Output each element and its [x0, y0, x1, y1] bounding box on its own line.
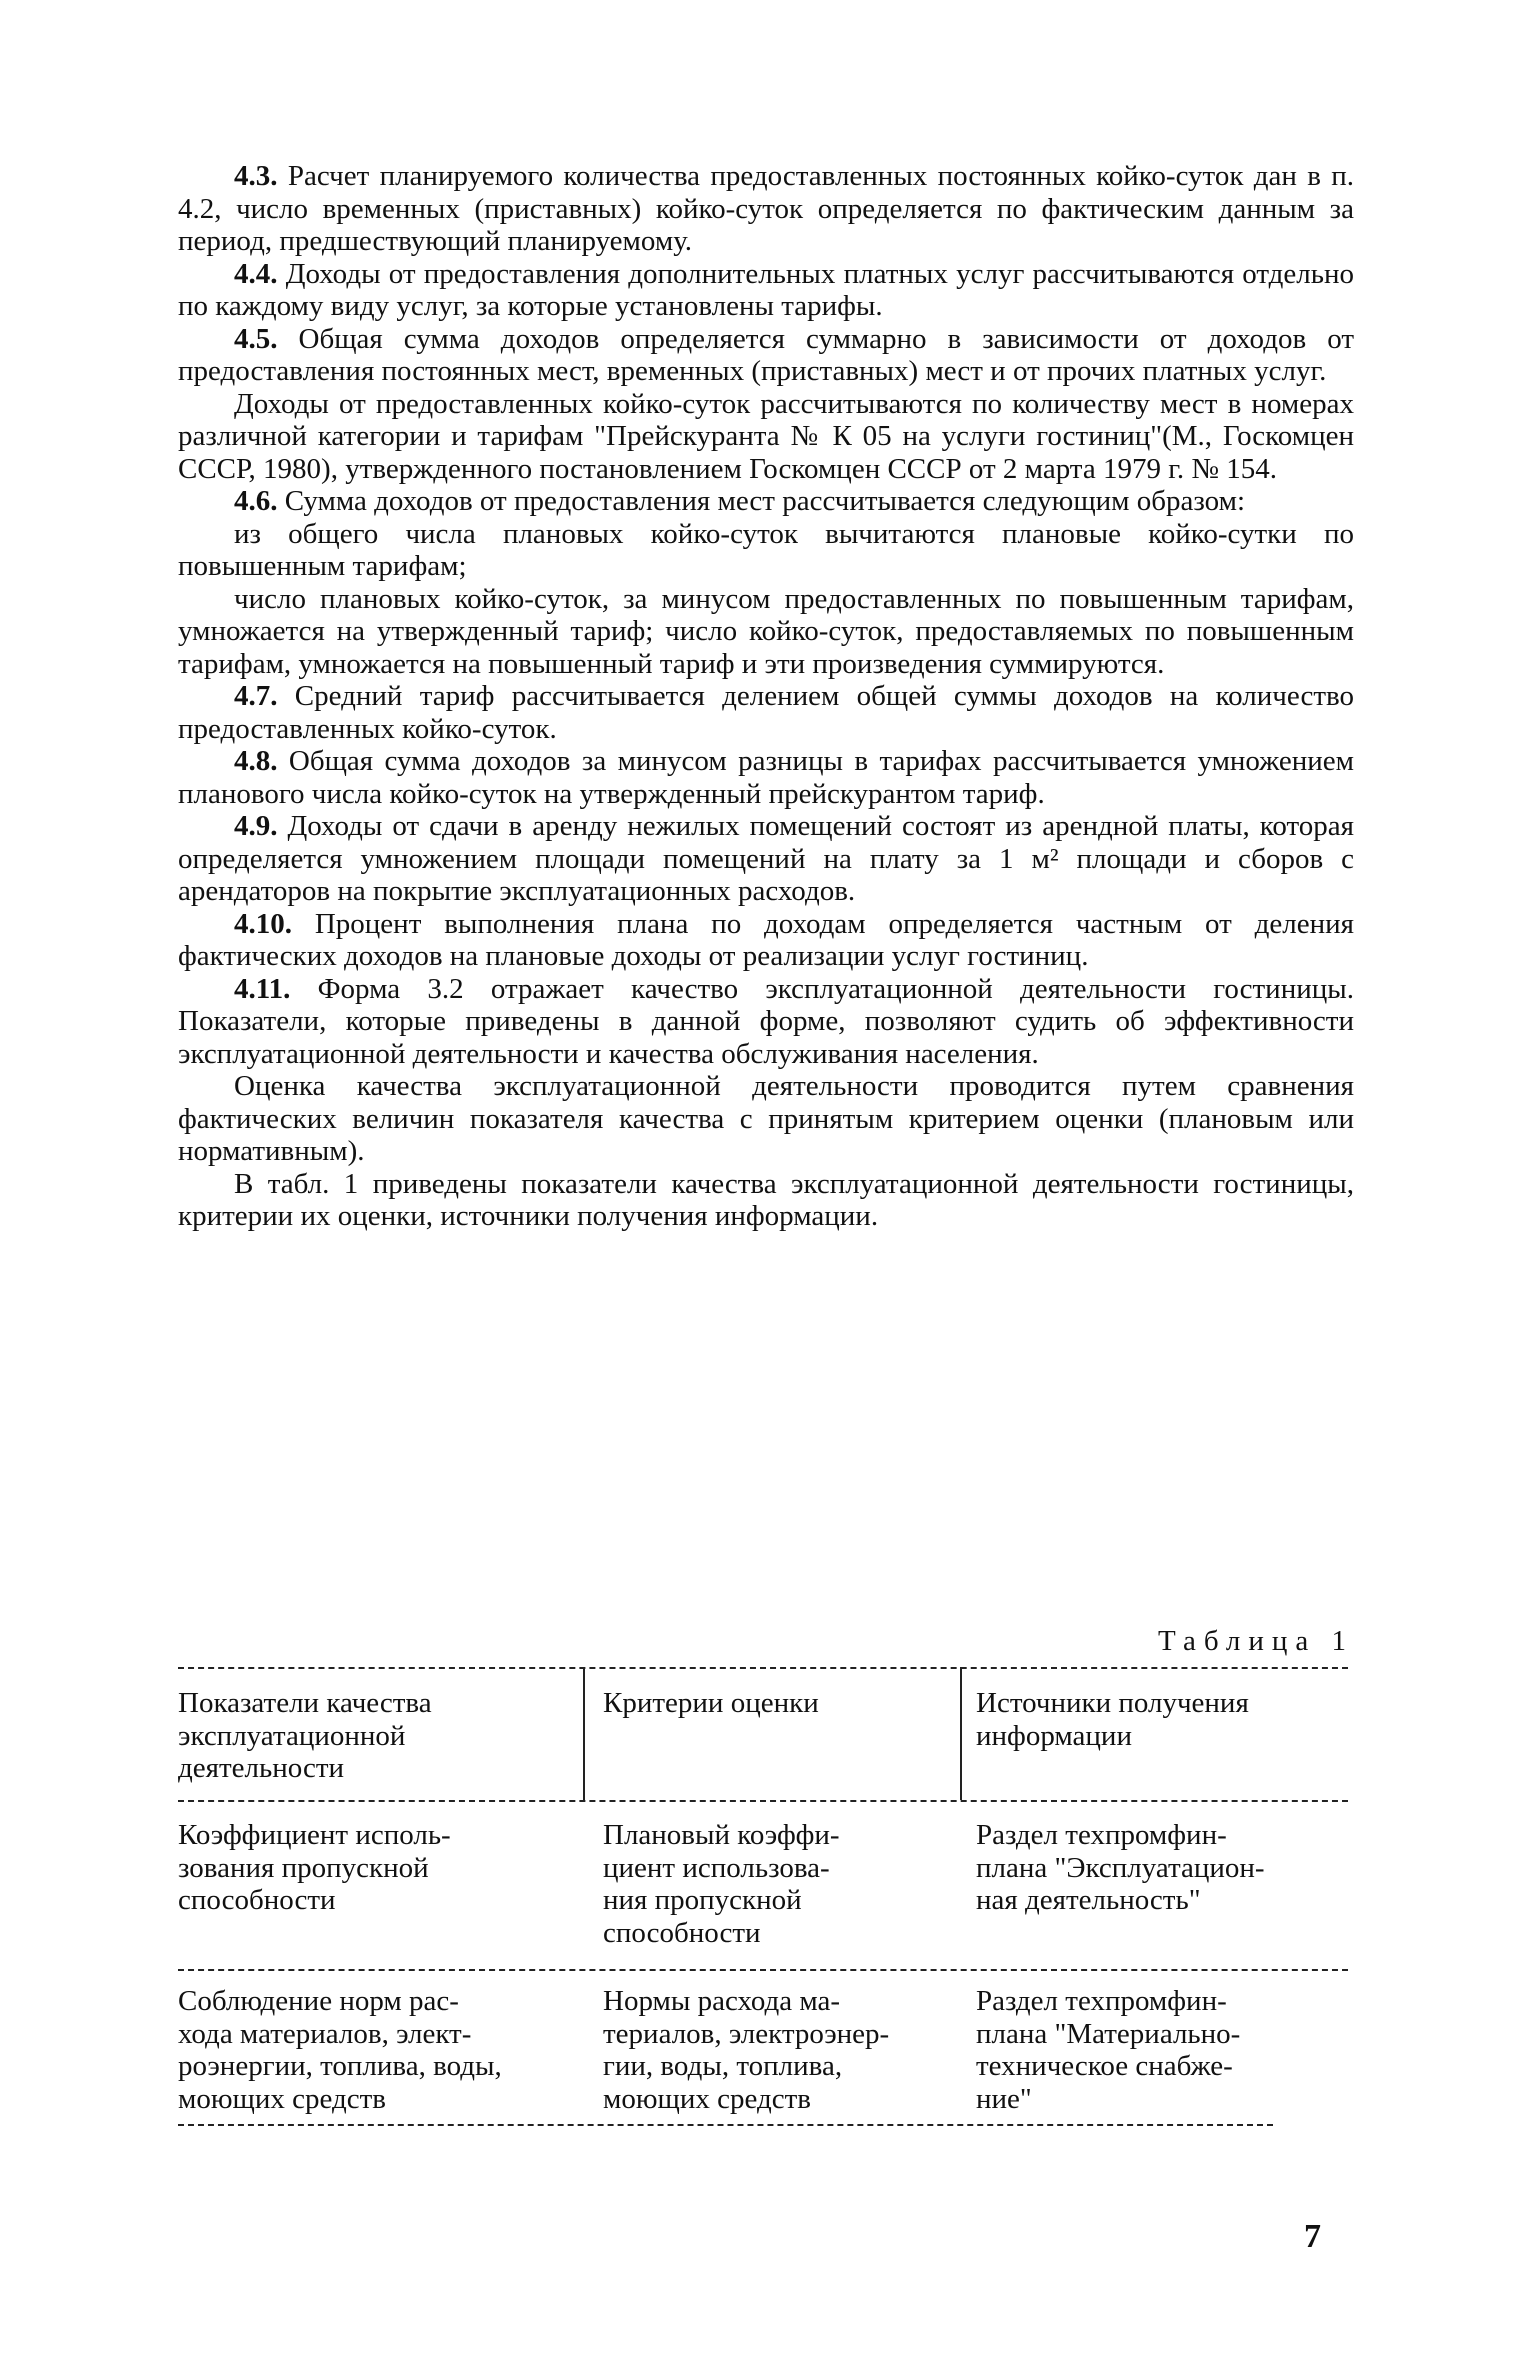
paragraph-multiply	[178, 583, 1354, 681]
paragraph-text: из общего числа плановых койко-суток вычитаются плановые койко-сутки по повышенным тарифам;	[178, 517, 1354, 582]
table-cell: Коэффициент исполь- зования пропускной способности	[178, 1819, 451, 1916]
column-divider	[583, 1667, 585, 1800]
paragraph-text: Общая сумма доходов определяется суммарно в зависимости от доходов от предоставления постоянных мест, временных (приставных) мест и от прочих платных услуг.	[178, 322, 1354, 387]
paragraph-text: Расчет планируемого количества предоставленных постоянных койко-суток дан в п. 4.2, число временных (приставных) койко-суток определяется по фактическим данным за период, предшествующий планируемому.	[178, 160, 1355, 257]
table-cell: Плановый коэффи- циент использова- ния пропускной способности	[603, 1819, 840, 1949]
paragraph-number: 4.9.	[234, 810, 278, 842]
paragraph-4-6	[178, 485, 1354, 518]
paragraph-text: Сумма доходов от предоставления мест рассчитывается следующим образом:	[284, 485, 1246, 517]
paragraph-text: Общая сумма доходов за минусом разницы в тарифах рассчитывается умножением планового числа койко-суток на утвержденный прейскурантом тариф.	[178, 745, 1354, 810]
paragraph-text: Оценка качества эксплуатационной деятельности проводится путем сравнения фактических величин показателя качества с принятым критерием оценки (плановым или нормативным).	[178, 1070, 1354, 1167]
paragraph-text: Средний тариф рассчитывается делением общей суммы доходов на количество предоставленных койко-суток.	[178, 680, 1354, 745]
paragraph-4-8	[178, 745, 1354, 810]
paragraph-number: 4.3.	[234, 160, 278, 192]
paragraph-number: 4.7.	[234, 680, 278, 712]
table-cell: Раздел техпромфин- плана "Эксплуатацион- ная деятельность"	[976, 1819, 1265, 1916]
table-row-rule	[178, 1969, 1348, 1971]
paragraph-4-3	[178, 160, 1354, 258]
body-text	[178, 160, 1354, 1233]
table-header-cell: Критерии оценки	[603, 1687, 819, 1719]
paragraph-4-7	[178, 680, 1354, 745]
paragraph-income-rooms	[178, 388, 1354, 486]
table-header-cell: Источники получения информации	[976, 1687, 1249, 1752]
table-header-rule	[178, 1800, 1348, 1802]
paragraph-number: 4.11.	[234, 972, 291, 1005]
paragraph-number: 4.8.	[234, 745, 278, 777]
paragraph-table-intro	[178, 1168, 1354, 1233]
paragraph-4-10	[178, 908, 1354, 973]
paragraph-text: В табл. 1 приведены показатели качества эксплуатационной деятельности гостиницы, критерии их оценки, источники получения информации.	[178, 1167, 1354, 1232]
table-caption: Таблица 1	[1157, 1625, 1354, 1657]
table-bottom-rule	[178, 2124, 1273, 2126]
paragraph-text: Форма 3.2 отражает качество эксплуатационной деятельности гостиницы. Показатели, которые приведены в данной форме, позволяют судить об эффективности эксплуатационной деятельности и качества обслуживания населения.	[178, 972, 1354, 1070]
paragraph-4-5	[178, 323, 1354, 388]
paragraph-number: 4.6.	[234, 485, 278, 517]
paragraph-text: Доходы от предоставленных койко-суток рассчитываются по количеству мест в номерах различной категории и тарифам "Прейскуранта № К 05 на услуги гостиниц"(М., Госкомцен СССР, 1980), утвержденного постановлением Госкомцен СССР от 2 марта 1979 г. № 154.	[178, 387, 1354, 485]
table-cell: Соблюдение норм рас- хода материалов, элект- роэнергии, топлива, воды, моющих средств	[178, 1985, 502, 2115]
paragraph-4-9	[178, 810, 1354, 908]
paragraph-text: Процент выполнения плана по доходам определяется частным от деления фактических доходов на плановые доходы от реализации услуг гостиниц.	[178, 907, 1355, 972]
paragraph-number: 4.10.	[234, 907, 292, 940]
table-top-rule	[178, 1667, 1348, 1669]
paragraph-quality-eval	[178, 1070, 1354, 1168]
table-header-cell: Показатели качества эксплуатационной деятельности	[178, 1687, 432, 1784]
paragraph-4-11	[178, 973, 1354, 1071]
paragraph-4-4	[178, 258, 1354, 323]
paragraph-number: 4.4.	[234, 257, 278, 290]
column-divider	[960, 1667, 962, 1800]
table-cell: Нормы расхода ма- териалов, электроэнер- гии, воды, топлива, моющих средств	[603, 1985, 890, 2115]
paragraph-subtract	[178, 518, 1354, 583]
page-number: 7	[1304, 2218, 1321, 2255]
paragraph-text: Доходы от сдачи в аренду нежилых помещений состоят из арендной платы, которая определяется умножением площади помещений на плату за 1 м² площади и сборов с арендаторов на покрытие эксплуатационных расходов.	[178, 810, 1355, 907]
paragraph-text: Доходы от предоставления дополнительных платных услуг рассчитываются отдельно по каждому виду услуг, за которые установлены тарифы.	[178, 257, 1354, 322]
paragraph-number: 4.5.	[234, 322, 278, 355]
paragraph-text: число плановых койко-суток, за минусом предоставленных по повышенным тарифам, умножается на утвержденный тариф; число койко-суток, предоставляемых по повышенным тарифам, умножается на повышенный тариф и эти произведения суммируются.	[178, 582, 1354, 680]
table-cell: Раздел техпромфин- плана "Материально- техническое снабже- ние"	[976, 1985, 1241, 2115]
